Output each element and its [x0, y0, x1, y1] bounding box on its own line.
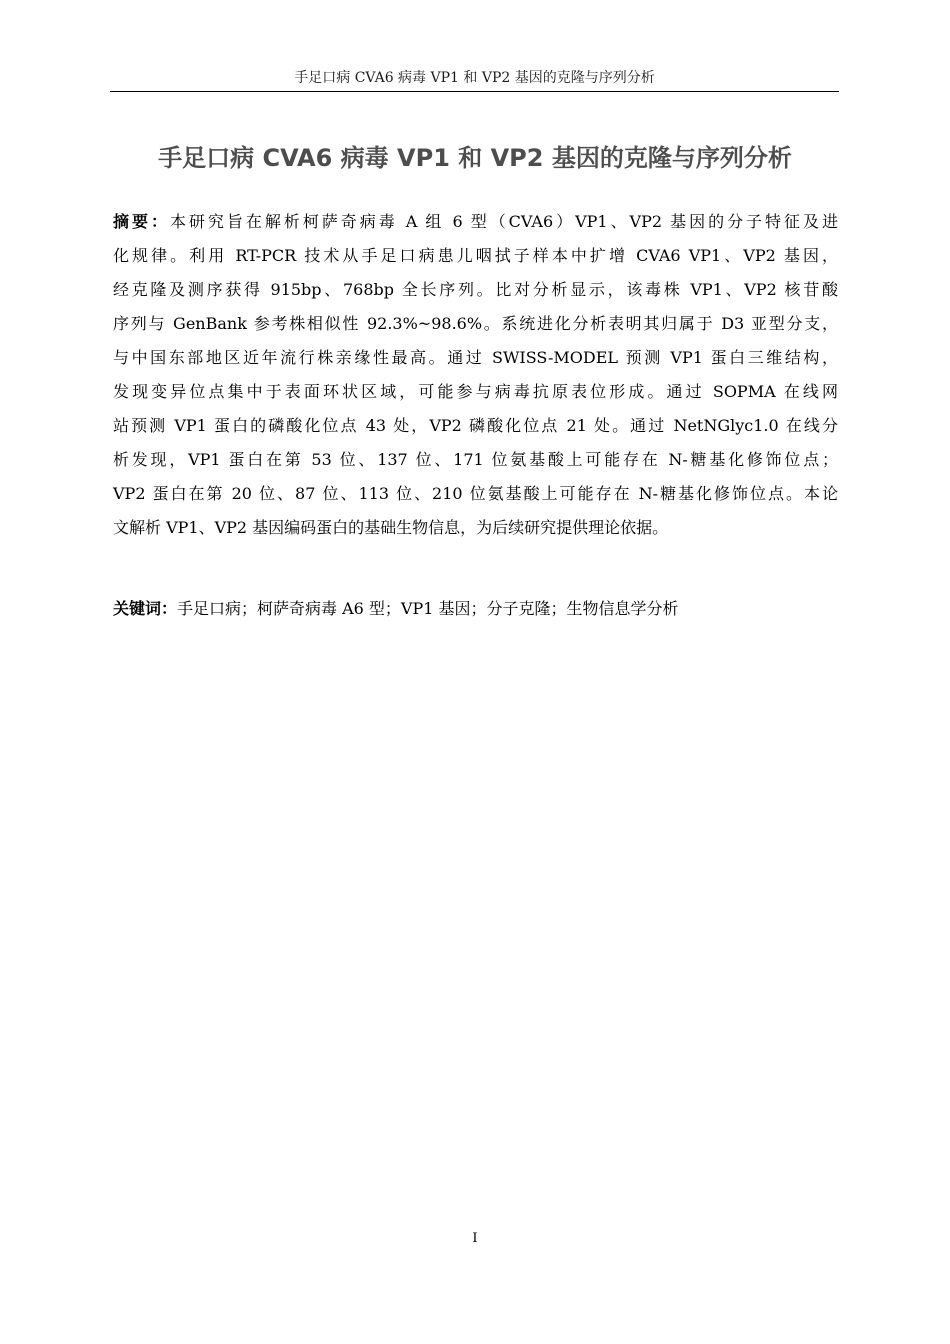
abstract-line: 析发现，VP1 蛋白在第 53 位、137 位、171 位氨基酸上可能存在 N-糖基化修饰位点；: [113, 450, 838, 469]
keywords-text: 手足口病；柯萨奇病毒 A6 型；VP1 基因；分子克隆；生物信息学分析: [177, 599, 679, 618]
abstract-line: 文解析 VP1、VP2 基因编码蛋白的基础生物信息，为后续研究提供理论依据。: [113, 518, 669, 537]
running-header: 手足口病 CVA6 病毒 VP1 和 VP2 基因的克隆与序列分析: [294, 70, 655, 86]
abstract-label: 摘要：: [113, 212, 170, 231]
abstract-line: [113, 205, 838, 239]
abstract: [113, 205, 838, 545]
header-rule: [110, 91, 839, 92]
abstract-line: 站预测 VP1 蛋白的磷酸化位点 43 处，VP2 磷酸化位点 21 处。通过 NetNGlyc1.0 在线分: [113, 416, 838, 435]
page-number: I: [472, 1231, 478, 1246]
abstract-line: 序列与 GenBank 参考株相似性 92.3%~98.6%。系统进化分析表明其归属于 D3 亚型分支，: [113, 314, 838, 333]
paper-title: 手足口病 CVA6 病毒 VP1 和 VP2 基因的克隆与序列分析: [158, 144, 792, 172]
keywords: [113, 592, 838, 626]
abstract-line: 与中国东部地区近年流行株亲缘性最高。通过 SWISS-MODEL 预测 VP1 蛋白三维结构，: [113, 348, 838, 367]
abstract-line: 化规律。利用 RT-PCR 技术从手足口病患儿咽拭子样本中扩增 CVA6 VP1、VP2 基因，: [113, 246, 838, 265]
keywords-label: 关键词：: [113, 599, 178, 618]
abstract-line: 发现变异位点集中于表面环状区域，可能参与病毒抗原表位形成。通过 SOPMA 在线网: [113, 382, 838, 401]
abstract-line: VP2 蛋白在第 20 位、87 位、113 位、210 位氨基酸上可能存在 N-糖基化修饰位点。本论: [113, 484, 838, 503]
abstract-line: 经克隆及测序获得 915bp、768bp 全长序列。比对分析显示，该毒株 VP1、VP2 核苷酸: [113, 280, 838, 299]
abstract-text: 本研究旨在解析柯萨奇病毒 A 组 6 型（CVA6）VP1、VP2 基因的分子特征及进: [169, 212, 838, 231]
